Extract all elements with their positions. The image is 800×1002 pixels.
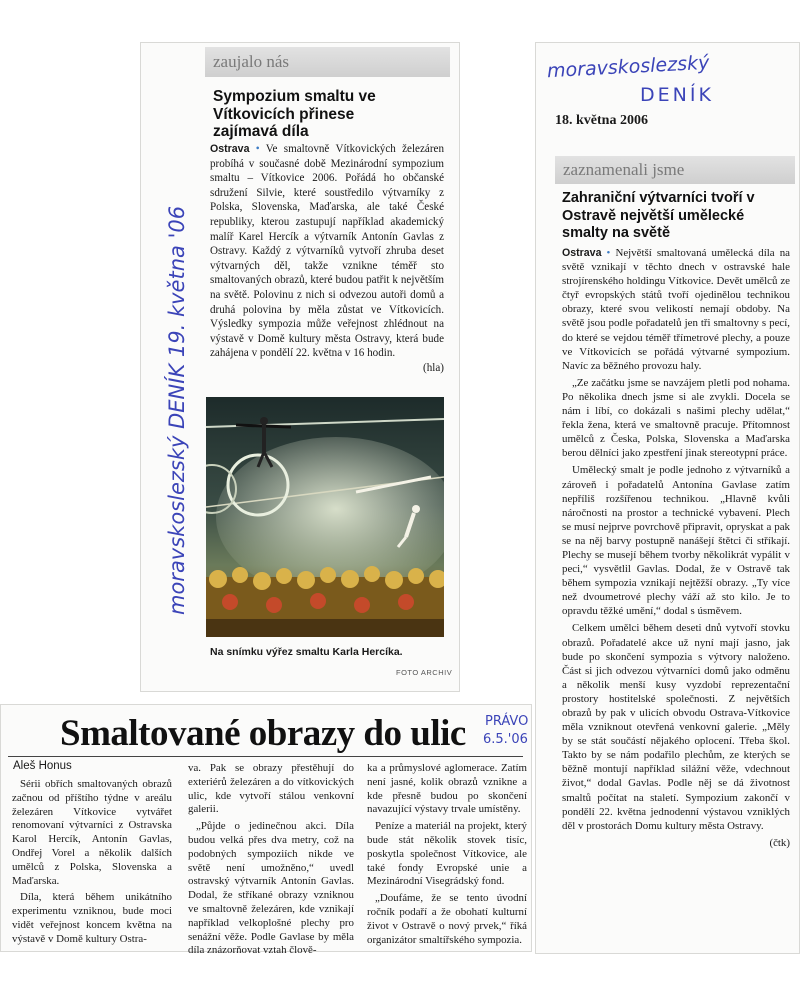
handwritten-source-bottom-1: PRÁVO [485, 714, 529, 729]
article-bottom-col1-p2: Díla, která během unikátního experimentu vzniknou, bude moci vidět veřejnost koncem května na výstavě v Domě kultury Ostra- [12, 891, 172, 945]
section-tag-right: zaznamenali jsme [563, 160, 685, 179]
article-right-p1: Největší smaltovaná umělecká díla na světě vznikají v těchto dnech v ostravské hale strojírenského holdingu Vítkovice. Devět umělců ze čtyř evropských států tvoří ojedinělou technikou obrazy, které svou velikostí nemají obdoby. Na světě jsou podle pořadatelů jen tři smaltovny s pecí, do které se vejdou téměř třímetrové plechy, a pouze ve Vítkovicích se pořádá výtvarné sympozium. Navíc za běžného provozu haly. [562, 247, 790, 372]
headline-left: Sympozium smaltu ve Vítkovicích přinese zajímavá díla [213, 88, 376, 140]
enamel-artwork-photo [206, 397, 444, 637]
section-tag-left: zaujalo nás [213, 52, 289, 71]
enamel-artwork-image [206, 397, 444, 637]
article-bottom-col2 [188, 762, 354, 961]
article-left-text: Ve smaltovně Vítkovických železáren probíhá v současné době Mezinárodní sympozium smaltu – Vítkovice 2006. Pořádá ho občanské sdružení Silvie, které soustředilo výtvarníky z Polska, Slovenska, Maďarska, ale také České republiky, kterou zastupují například akademický malíř Karel Hercík a výtvarník Antonín Gavlas z Ostravy. Každý z výtvarníků vytvoří zhruba deset výtvarných děl, takže vznikne téměř sto smaltovaných obrazů, které budou patřit k největším na světě. Polovinu z nich si odvezou autoři domů a druhá polovina by měla zůstat ve Vítkovicích. Výsledky sympozia může veřejnost zhlédnout na výstavě v Domě kultury města Ostravy, která bude zahájena v pondělí 22. května v 16 hodin. [210, 143, 444, 360]
article-right-p2: „Ze začátku jsme se navzájem pletli pod nohama. Po několika dnech jsme si ale zvykli. Docela se nám i líbí, co dokázali s našimi plechy udělat,“ řekla žena, která ve smaltovně pracuje. Přítomnost umělců z Česka, Polska, Slovenska a Maďarska berou dělníci jako zpestření jinak stereotypní práce. [562, 376, 790, 460]
publication-date: 18. května 2006 [555, 113, 648, 128]
handwritten-source-left: moravskoslezský DENÍK 19. května '06 [165, 205, 189, 615]
headline-rule [8, 756, 523, 757]
article-bottom-col3 [367, 762, 527, 950]
article-bottom-col2-p1: va. Pak se obrazy přestěhují do exteriérů železáren a do vítkovických ulic, kde vytvoří stálou venkovní galerii. [188, 762, 354, 816]
dateline-right: Ostrava [562, 247, 602, 259]
article-bottom-col3-p3: „Doufáme, že se tento úvodní ročník podaří a že obohatí kulturní život v Ostravě o nový prvek,“ říká organizátor smaltířského sympozia. [367, 892, 527, 946]
handwritten-source-right-1: moravskoslezský [546, 51, 710, 83]
article-bottom-col3-p1: ka a průmyslové aglomerace. Zatím není jasné, kolik obrazů vznikne a kde přesně budou po skončení navazující výstavy trvale umístěny. [367, 762, 527, 816]
article-bottom-col1 [12, 778, 172, 950]
headline-bottom: Smaltované obrazy do ulic [60, 713, 466, 754]
photo-caption: Na snímku výřez smaltu Karla Hercíka. [210, 646, 403, 658]
article-left-body: Ostrava • Ve smaltovně Vítkovických železáren probíhá v současné době Mezinárodní sympozium smaltu – Vítkovice 2006. Pořádá ho občanské sdružení Silvie, které soustředilo výtvarníky z Polska, Slovenska, Maďarska, ale také České republiky, kterou zastupují například akademický malíř Karel Hercík a výtvarník Antonín Gavlas z Ostravy. Každý z výtvarníků vytvoří zhruba deset výtvarných děl, takže vznikne téměř sto smaltovaných obrazů, které budou patřit k největším na světě. Polovinu z nich si odvezou autoři domů a druhá polovina by měla zůstat ve Vítkovicích. Výsledky sympozia může veřejnost zhlédnout na výstavě v Domě kultury města Ostravy, která bude zahájena v pondělí 22. května v 16 hodin. (hla) [210, 143, 444, 374]
dateline-left: Ostrava [210, 143, 250, 155]
article-right-p3: Umělecký smalt je podle jednoho z výtvarníků a zároveň i pořadatelů Antonína Gavlase zatím nepříliš rozšířenou technikou. „Hlavně kvůli náročnosti na prostor a technické vybavení. Plech se musí nejprve povrchově připravit, opryskat a pak se na něj barvy postupně nanášejí štětci či stříkají. Plechy se musejí během tvorby několikrát vypálit v peci,“ vysvětlil Gavlas. Dodal, že v Ostravě tak během sympozia vznikají nejtěžší obrazy. „Ty více než dvoumetrové plechy váží až sto kilo. Je to opravdu těžké umění,“ dodal s úsměvem. [562, 464, 790, 618]
article-right-p4: Celkem umělci během deseti dnů vytvoří stovku obrazů. Pořadatelé akce už nyní mají jasno, jak bude po skončení sympozia s výtvory naloženo. Část si jich odvezou výtvarníci domů jako odměnu a několik menší kusy vyzdobí reprezentační prostory hostitelské společnosti. Z největších obrazů by pak v ulicích obvodu Ostrava-Vítkovice měla vzniknout otevřená venkovní galerie. „Měly by se stát součástí nějakého oplocení. Třeba škol. Takto by se nám podařilo plechům, ze kterých se běžně montují například silážní věže, vdechnout život,“ dodal Gavlas. Podle něj se dá životnost smaltů počítat na staletí. Sympozium zakončí v pondělí 22. května jednodenní výstavou vzniklých děl v prostorách Domu kultury města Ostravy. [562, 622, 790, 832]
article-bottom-col1-p1: Sérii obřích smaltovaných obrazů začnou od příštího týdne v areálu železáren Vítkovice vytvářet renomovaní výtvarníci z Ostravska Karol Hercík, Antonín Gavlas, Ondřej Vorel a několik dalších umělců z Polska, Slovenska a Maďarska. [12, 778, 172, 887]
author-name: Aleš Honus [13, 760, 72, 772]
article-bottom-col3-p2: Peníze a materiál na projekt, který bude stát několik stovek tisíc, poskytla společnost Vítkovice, ale také fondy Evropské unie a Mezinárodní Visegrádský fond. [367, 820, 527, 888]
headline-right: Zahraniční výtvarníci tvoří v Ostravě největší umělecké smalty na světě [562, 190, 755, 241]
handwritten-source-bottom-2: 6.5.'06 [483, 732, 528, 747]
handwritten-source-right-2: DENÍK [640, 84, 714, 106]
article-right-body: Ostrava • Největší smaltovaná umělecká díla na světě vznikají v těchto dnech v ostravské hale strojírenského holdingu Vítkovice. Devět umělců ze čtyř evropských států tvoří ojedinělou technikou obrazy, které svou velikostí nemají obdoby. Na světě jsou podle pořadatelů jen tři smaltovny s pecí, do které se vejdou téměř třímetrové plechy, a pouze ve Vítkovicích se pořádá výtvarné sympozium. Navíc za běžného provozu haly. „Ze začátku jsme se navzájem pletli pod nohama. Po několika dnech jsme si ale zvykli. Docela se nám i líbí, co dokázali s našimi plechy udělat,“ řekla žena, která ve smaltovně pracuje. Přítomnost umělců z Česka, Polska, Slovenska a Maďarska berou dělníci jako zpestření jinak stereotypní práce. Umělecký smalt je podle jednoho z výtvarníků a zároveň i pořadatelů Antonína Gavlase zatím nepříliš rozšířenou technikou. „Hlavně kvůli náročnosti na prostor a technické vybavení. Plech se musí nejprve povrchově připravit, opryskat a pak se na něj barvy postupně nanášejí štětci či stříkají. Plechy se musejí během tvorby několikrát vypálit v peci,“ vysvětlil Gavlas. Dodal, že v Ostravě tak během sympozia vznikají nejtěžší obrazy. „Ty více než dvoumetrové plechy váží až sto kilo. Je to opravdu těžké umění,“ dodal s úsměvem. Celkem umělci během deseti dnů vytvoří stovku obrazů. Pořadatelé akce už nyní mají jasno, jak bude po skončení sympozia s výtvory naloženo. Část si jich odvezou výtvarníci domů jako odměnu a několik menší kusy vyzdobí reprezentační prostory hostitelské společnosti. Z největších obrazů by pak v ulicích obvodu Ostrava-Vítkovice měla vzniknout otevřená venkovní galerie. „Měly by se stát součástí nějakého oplocení. Třeba škol. Takto by se nám podařilo plechům, ze kterých se běžně montují například silážní věže, vdechnout život,“ dodal Gavlas. Podle něj se dá životnost smaltů počítat na staletí. Sympozium zakončí v pondělí 22. května jednodenní výstavou vzniklých děl v prostorách Domu kultury města Ostravy. (čtk) [562, 247, 790, 849]
article-bottom-col2-p2: „Půjde o jedinečnou akci. Díla budou velká přes dva metry, což na podobných sympoziích nikde ve světě není umožněno,“ uvedl ostravský výtvarník Antonín Gavlas. Dodal, že stříkané obrazy vzniknou ve smaltovně železáren, kde vznikají například velkoplošné plechy pro senážní věže. Podle Gavlase by měla díla znázorňovat vztah člově- [188, 820, 354, 957]
signature-right: (čtk) [769, 836, 790, 849]
photo-credit: FOTO ARCHIV [396, 668, 453, 677]
signature-left: (hla) [423, 361, 444, 374]
